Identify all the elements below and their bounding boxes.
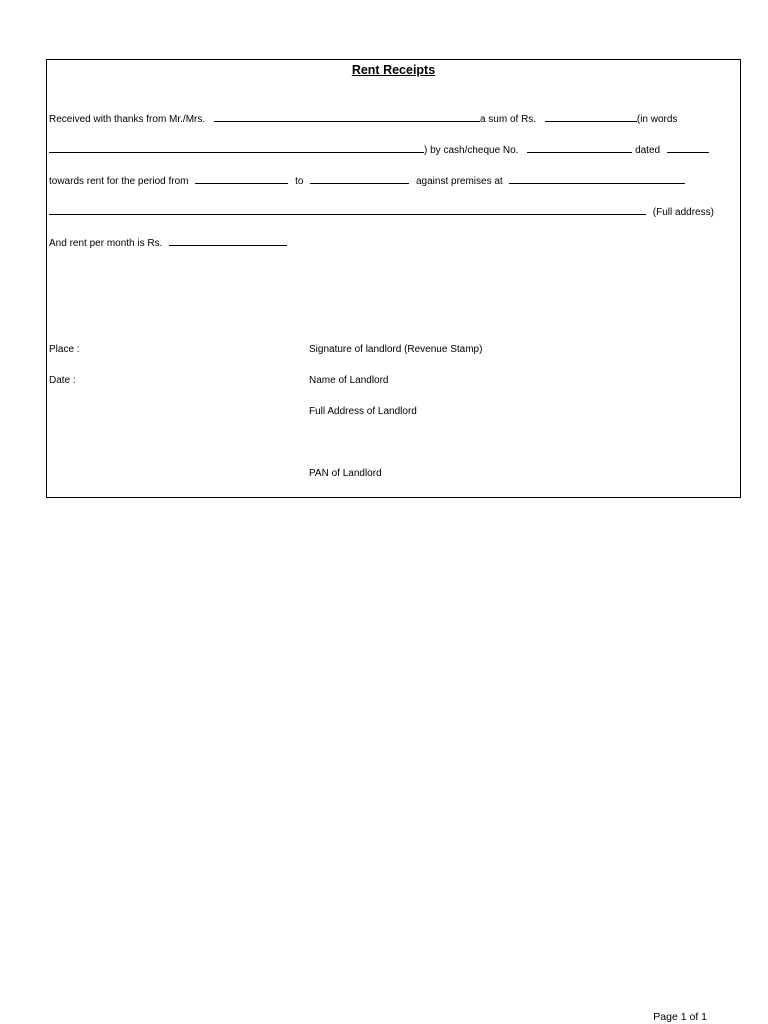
monthly-rent-label: And rent per month is Rs. <box>49 238 163 249</box>
dated-blank[interactable] <box>667 143 709 153</box>
in-words-label: (in words <box>636 114 678 125</box>
premises-label: against premises at <box>415 176 503 187</box>
dated-label: dated <box>635 145 661 156</box>
landlord-pan-label: PAN of Landlord <box>309 468 382 479</box>
place-label: Place : <box>49 344 80 355</box>
page-number: Page 1 of 1 <box>653 1011 707 1023</box>
monthly-rent-line <box>49 236 287 250</box>
period-to-blank[interactable] <box>310 174 409 184</box>
date-label: Date : <box>49 375 76 386</box>
full-address-hint: (Full address) <box>652 207 714 218</box>
payment-mode-line <box>49 143 709 157</box>
landlord-name-label: Name of Landlord <box>309 375 389 386</box>
received-from-label: Received with thanks from Mr./Mrs. <box>49 114 206 125</box>
landlord-address-label: Full Address of Landlord <box>309 406 417 417</box>
cheque-number-blank[interactable] <box>527 143 632 153</box>
sum-label: a sum of Rs. <box>479 114 537 125</box>
rent-period-line <box>49 174 685 188</box>
received-from-line <box>49 112 677 126</box>
period-from-blank[interactable] <box>195 174 288 184</box>
amount-blank[interactable] <box>545 112 637 122</box>
payer-name-blank[interactable] <box>214 112 480 122</box>
monthly-rent-blank[interactable] <box>169 236 287 246</box>
rent-receipt-form <box>46 59 741 498</box>
receipt-title: Rent Receipts <box>351 63 436 77</box>
amount-in-words-blank[interactable] <box>49 143 424 153</box>
cash-cheque-label: ) by cash/cheque No. <box>424 145 519 156</box>
signature-label: Signature of landlord (Revenue Stamp) <box>309 344 483 355</box>
period-from-label: towards rent for the period from <box>49 176 189 187</box>
premises-blank[interactable] <box>509 174 685 184</box>
period-to-label: to <box>295 176 304 187</box>
address-line <box>49 205 717 219</box>
premises-address-blank[interactable] <box>49 205 646 215</box>
